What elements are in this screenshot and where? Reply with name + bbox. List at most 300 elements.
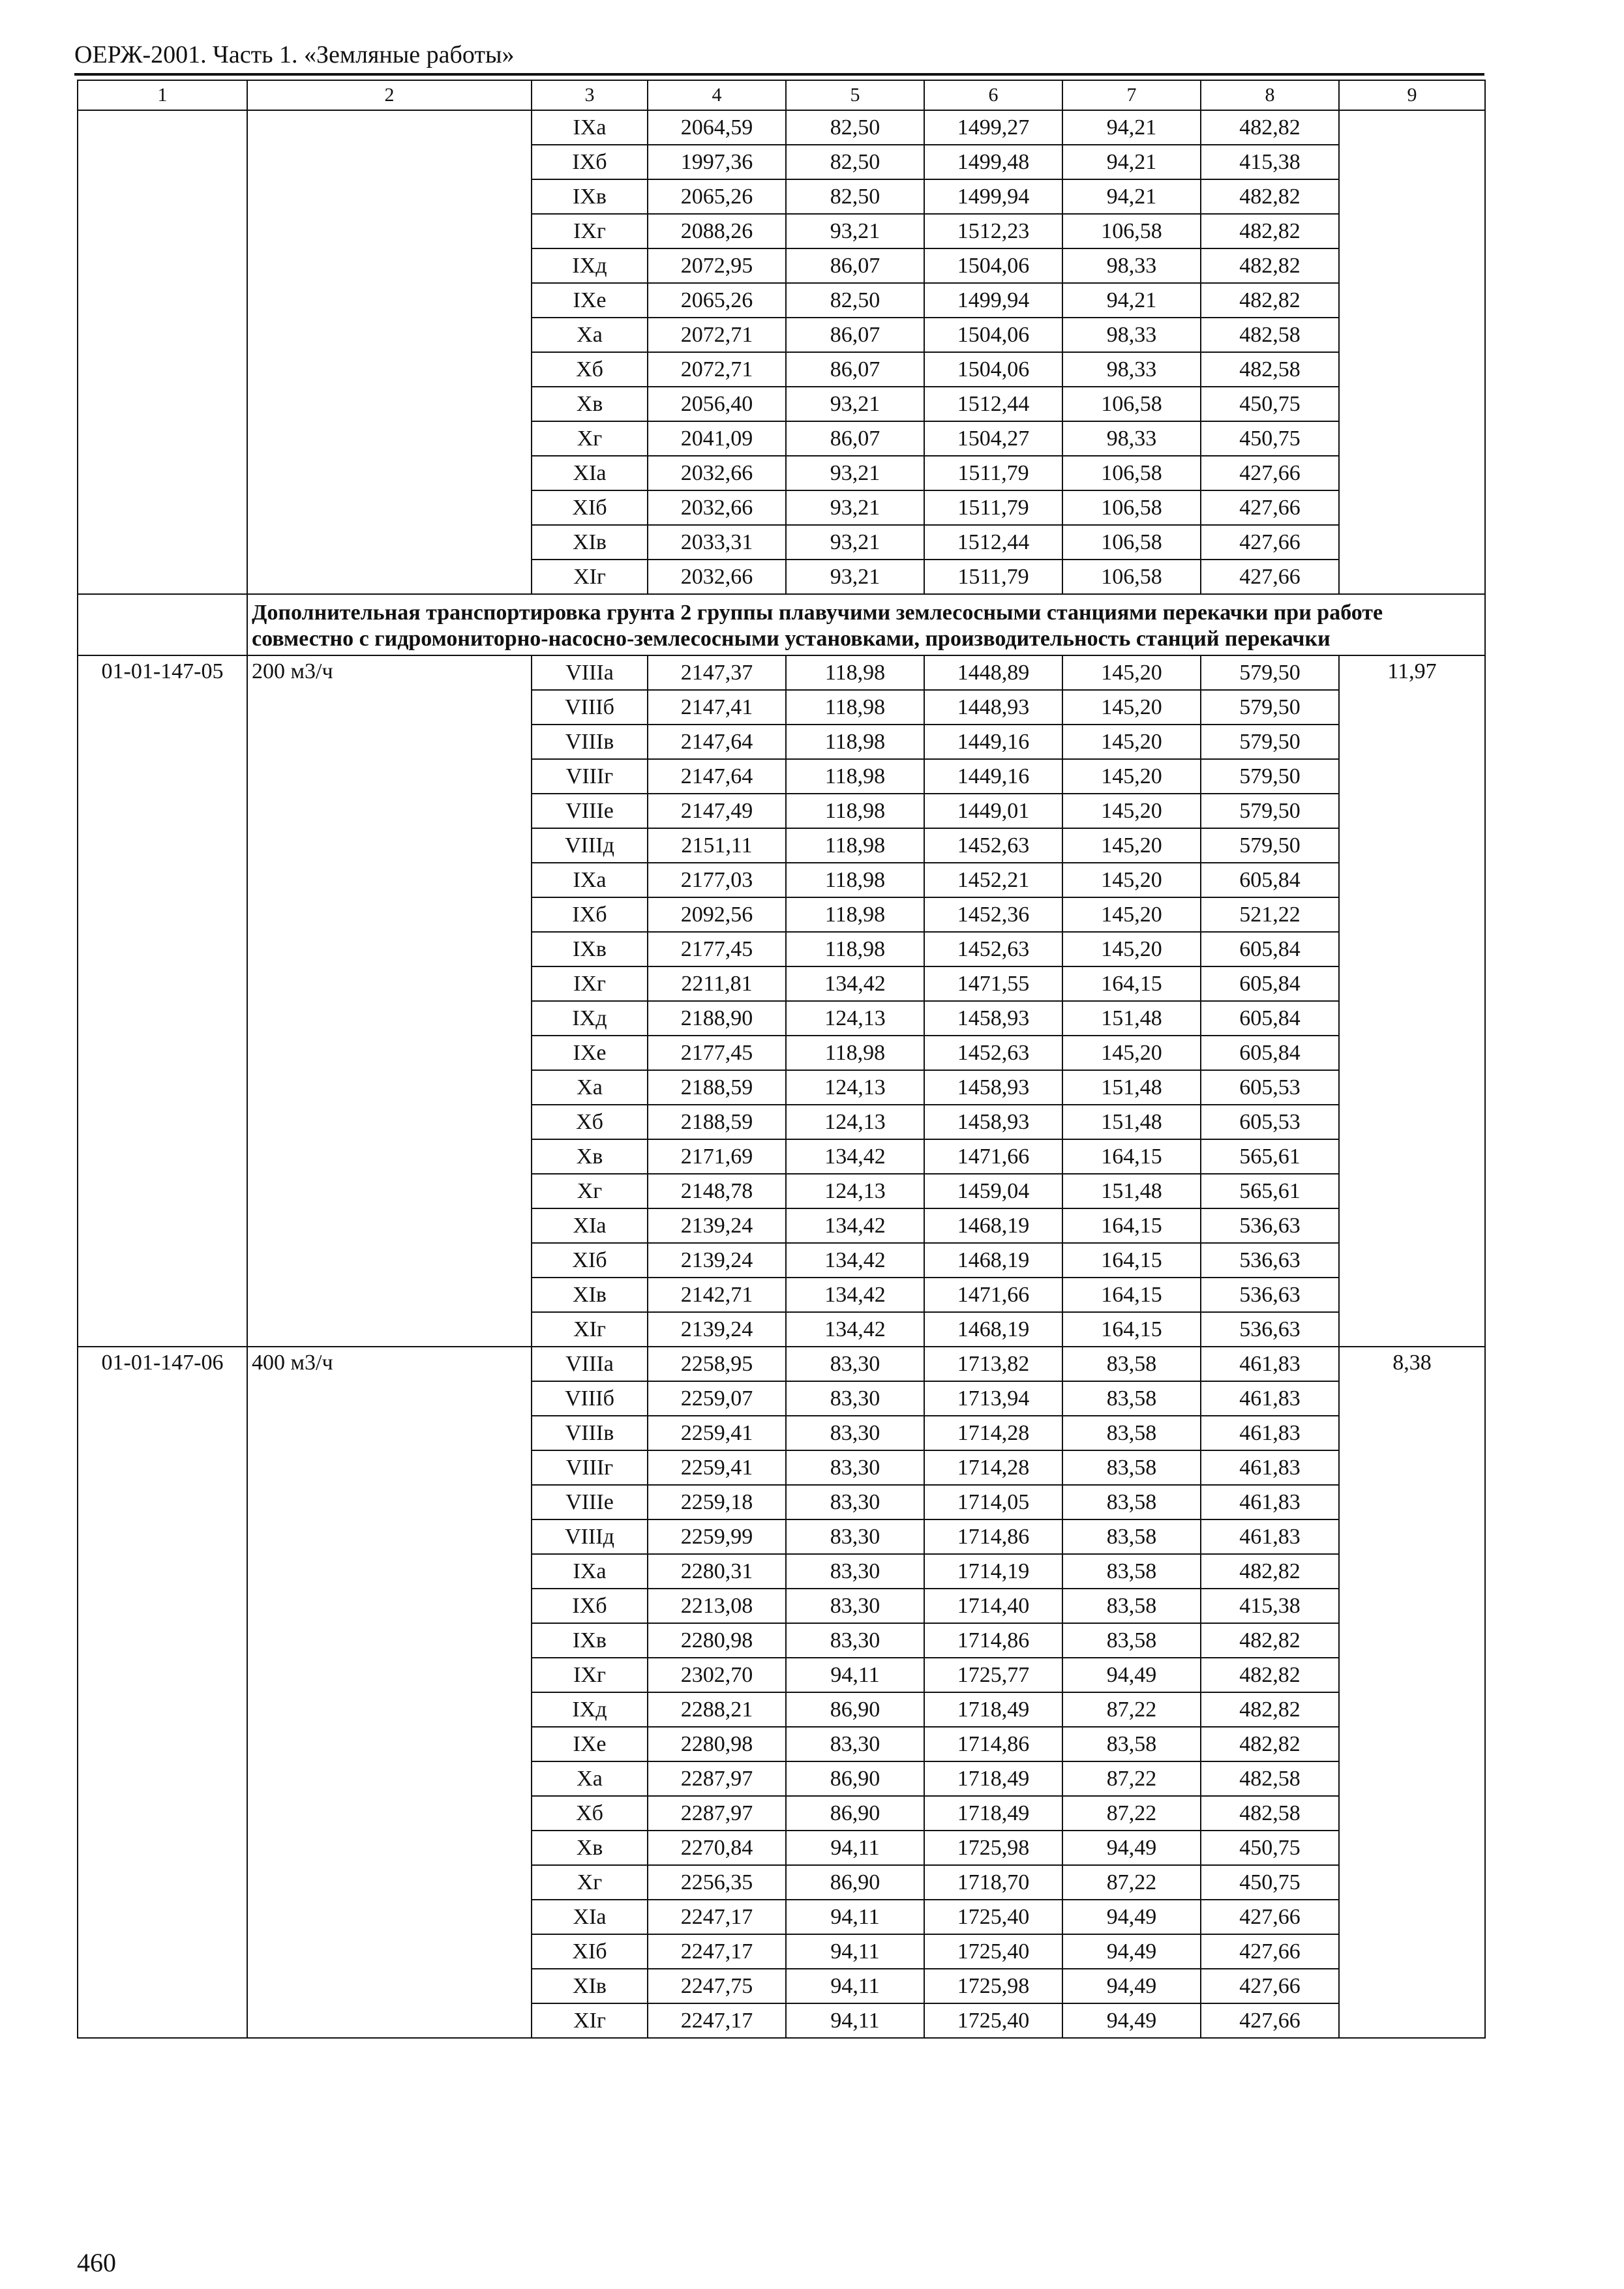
- operator-wages-cell: 151,48: [1062, 1105, 1201, 1139]
- column-number: 2: [247, 80, 532, 110]
- machine-cost-cell: 1449,16: [924, 725, 1062, 759]
- materials-cost-cell: 482,82: [1201, 110, 1339, 145]
- machine-cost-cell: 1452,36: [924, 897, 1062, 932]
- machine-cost-cell: 1504,27: [924, 421, 1062, 456]
- materials-cost-cell: 427,66: [1201, 456, 1339, 490]
- total-cost-cell: 2056,40: [648, 387, 786, 421]
- total-cost-cell: 2142,71: [648, 1278, 786, 1312]
- operator-wages-cell: 164,15: [1062, 1208, 1201, 1243]
- operator-wages-cell: 145,20: [1062, 1036, 1201, 1070]
- soil-category-cell: Xб: [532, 352, 648, 387]
- column-number: 8: [1201, 80, 1339, 110]
- column-number-row: [78, 80, 1485, 110]
- soil-category-cell: XIв: [532, 1969, 648, 2003]
- operator-wages-cell: 151,48: [1062, 1174, 1201, 1208]
- total-cost-cell: 2256,35: [648, 1865, 786, 1900]
- materials-cost-cell: 605,84: [1201, 1036, 1339, 1070]
- total-cost-cell: 2302,70: [648, 1658, 786, 1692]
- total-cost-cell: 2147,37: [648, 655, 786, 690]
- machine-cost-cell: 1449,16: [924, 759, 1062, 794]
- machine-cost-cell: 1499,48: [924, 145, 1062, 179]
- operator-wages-cell: 98,33: [1062, 421, 1201, 456]
- work-name-cell: [247, 110, 532, 594]
- total-cost-cell: 2147,49: [648, 794, 786, 828]
- wages-cell: 94,11: [786, 1831, 924, 1865]
- wages-cell: 83,30: [786, 1416, 924, 1450]
- soil-category-cell: IXе: [532, 283, 648, 318]
- wages-cell: 82,50: [786, 145, 924, 179]
- soil-category-cell: IXб: [532, 897, 648, 932]
- total-cost-cell: 2177,45: [648, 932, 786, 966]
- wages-cell: 134,42: [786, 1243, 924, 1278]
- materials-cost-cell: 482,58: [1201, 318, 1339, 352]
- machine-cost-cell: 1725,98: [924, 1831, 1062, 1865]
- operator-wages-cell: 145,20: [1062, 690, 1201, 725]
- wages-cell: 86,90: [786, 1692, 924, 1727]
- wages-cell: 94,11: [786, 1934, 924, 1969]
- operator-wages-cell: 106,58: [1062, 214, 1201, 248]
- machine-cost-cell: 1449,01: [924, 794, 1062, 828]
- wages-cell: 118,98: [786, 897, 924, 932]
- materials-cost-cell: 461,83: [1201, 1416, 1339, 1450]
- materials-cost-cell: 579,50: [1201, 794, 1339, 828]
- operator-wages-cell: 151,48: [1062, 1070, 1201, 1105]
- operator-wages-cell: 94,21: [1062, 110, 1201, 145]
- soil-category-cell: VIIIб: [532, 690, 648, 725]
- soil-category-cell: XIв: [532, 525, 648, 560]
- wages-cell: 82,50: [786, 283, 924, 318]
- wages-cell: 124,13: [786, 1105, 924, 1139]
- machine-cost-cell: 1718,49: [924, 1692, 1062, 1727]
- materials-cost-cell: 605,84: [1201, 966, 1339, 1001]
- soil-category-cell: IXг: [532, 966, 648, 1001]
- wages-cell: 86,07: [786, 318, 924, 352]
- wages-cell: 86,07: [786, 352, 924, 387]
- soil-category-cell: IXг: [532, 214, 648, 248]
- operator-wages-cell: 145,20: [1062, 725, 1201, 759]
- materials-cost-cell: 427,66: [1201, 525, 1339, 560]
- materials-cost-cell: 605,84: [1201, 1001, 1339, 1036]
- operator-wages-cell: 164,15: [1062, 1139, 1201, 1174]
- total-cost-cell: 2139,24: [648, 1243, 786, 1278]
- soil-category-cell: Xа: [532, 1070, 648, 1105]
- operator-wages-cell: 94,49: [1062, 1658, 1201, 1692]
- soil-category-cell: XIа: [532, 1900, 648, 1934]
- total-cost-cell: 2147,64: [648, 725, 786, 759]
- operator-wages-cell: 164,15: [1062, 1312, 1201, 1347]
- materials-cost-cell: 605,84: [1201, 932, 1339, 966]
- machine-cost-cell: 1725,40: [924, 1934, 1062, 1969]
- materials-cost-cell: 536,63: [1201, 1208, 1339, 1243]
- soil-category-cell: XIг: [532, 1312, 648, 1347]
- soil-category-cell: IXв: [532, 1623, 648, 1658]
- table-row: [78, 1347, 1485, 1381]
- rate-code-cell: 01-01-147-05: [78, 655, 247, 1347]
- materials-cost-cell: 450,75: [1201, 421, 1339, 456]
- wages-cell: 94,11: [786, 2003, 924, 2038]
- wages-cell: 134,42: [786, 1278, 924, 1312]
- total-cost-cell: 2032,66: [648, 490, 786, 525]
- materials-cost-cell: 450,75: [1201, 387, 1339, 421]
- soil-category-cell: VIIIе: [532, 1485, 648, 1519]
- total-cost-cell: 2072,71: [648, 318, 786, 352]
- operator-wages-cell: 145,20: [1062, 794, 1201, 828]
- wages-cell: 118,98: [786, 863, 924, 897]
- wages-cell: 83,30: [786, 1554, 924, 1589]
- wages-cell: 134,42: [786, 1208, 924, 1243]
- soil-category-cell: IXа: [532, 863, 648, 897]
- materials-cost-cell: 482,82: [1201, 1692, 1339, 1727]
- operator-wages-cell: 83,58: [1062, 1485, 1201, 1519]
- operator-wages-cell: 94,49: [1062, 1831, 1201, 1865]
- work-name-cell: 200 м3/ч: [247, 655, 532, 1347]
- operator-wages-cell: 98,33: [1062, 248, 1201, 283]
- wages-cell: 93,21: [786, 456, 924, 490]
- column-number: 6: [924, 80, 1062, 110]
- soil-category-cell: XIб: [532, 1934, 648, 1969]
- total-cost-cell: 2064,59: [648, 110, 786, 145]
- total-cost-cell: 2188,90: [648, 1001, 786, 1036]
- wages-cell: 83,30: [786, 1589, 924, 1623]
- operator-wages-cell: 83,58: [1062, 1347, 1201, 1381]
- total-cost-cell: 2171,69: [648, 1139, 786, 1174]
- machine-cost-cell: 1504,06: [924, 318, 1062, 352]
- column-number: 7: [1062, 80, 1201, 110]
- table-body: [78, 80, 1485, 2038]
- total-cost-cell: 2147,41: [648, 690, 786, 725]
- wages-cell: 86,90: [786, 1865, 924, 1900]
- total-cost-cell: 2032,66: [648, 456, 786, 490]
- soil-category-cell: Xа: [532, 318, 648, 352]
- machine-cost-cell: 1499,94: [924, 283, 1062, 318]
- total-cost-cell: 2288,21: [648, 1692, 786, 1727]
- operator-wages-cell: 83,58: [1062, 1519, 1201, 1554]
- operator-wages-cell: 106,58: [1062, 525, 1201, 560]
- wages-cell: 86,90: [786, 1761, 924, 1796]
- page-header-title: ОЕРЖ-2001. Часть 1. «Земляные работы»: [74, 41, 515, 68]
- soil-category-cell: VIIIд: [532, 1519, 648, 1554]
- operator-wages-cell: 94,49: [1062, 2003, 1201, 2038]
- operator-wages-cell: 83,58: [1062, 1450, 1201, 1485]
- total-cost-cell: 2259,41: [648, 1450, 786, 1485]
- wages-cell: 118,98: [786, 759, 924, 794]
- work-name-cell: 400 м3/ч: [247, 1347, 532, 2038]
- table-row: [78, 655, 1485, 690]
- machine-cost-cell: 1718,49: [924, 1761, 1062, 1796]
- wages-cell: 118,98: [786, 828, 924, 863]
- column-number: 5: [786, 80, 924, 110]
- soil-category-cell: Xб: [532, 1796, 648, 1831]
- wages-cell: 134,42: [786, 966, 924, 1001]
- machine-cost-cell: 1452,63: [924, 932, 1062, 966]
- soil-category-cell: VIIIд: [532, 828, 648, 863]
- column-number: 3: [532, 80, 648, 110]
- operator-wages-cell: 94,21: [1062, 145, 1201, 179]
- operator-wages-cell: 164,15: [1062, 966, 1201, 1001]
- column-number: 1: [78, 80, 247, 110]
- materials-cost-cell: 482,58: [1201, 1761, 1339, 1796]
- coefficient-cell: 11,97: [1339, 655, 1485, 1347]
- wages-cell: 124,13: [786, 1070, 924, 1105]
- total-cost-cell: 2139,24: [648, 1208, 786, 1243]
- materials-cost-cell: 482,82: [1201, 1554, 1339, 1589]
- wages-cell: 86,07: [786, 248, 924, 283]
- operator-wages-cell: 87,22: [1062, 1692, 1201, 1727]
- soil-category-cell: Xг: [532, 1174, 648, 1208]
- total-cost-cell: 2259,99: [648, 1519, 786, 1554]
- soil-category-cell: IXе: [532, 1036, 648, 1070]
- wages-cell: 93,21: [786, 214, 924, 248]
- soil-category-cell: VIIIе: [532, 794, 648, 828]
- operator-wages-cell: 106,58: [1062, 560, 1201, 594]
- section-title: Дополнительная транспортировка грунта 2 группы плавучими землесосными станциями перекачки при работе совместно с гидромониторно-насосно-землесосными установками, производительность станций перекачки: [247, 594, 1485, 655]
- wages-cell: 94,11: [786, 1658, 924, 1692]
- machine-cost-cell: 1468,19: [924, 1208, 1062, 1243]
- section-spacer-cell: [78, 594, 247, 655]
- machine-cost-cell: 1725,77: [924, 1658, 1062, 1692]
- materials-cost-cell: 461,83: [1201, 1485, 1339, 1519]
- materials-cost-cell: 579,50: [1201, 725, 1339, 759]
- operator-wages-cell: 145,20: [1062, 655, 1201, 690]
- soil-category-cell: IXв: [532, 179, 648, 214]
- operator-wages-cell: 164,15: [1062, 1278, 1201, 1312]
- total-cost-cell: 2280,31: [648, 1554, 786, 1589]
- soil-category-cell: IXб: [532, 1589, 648, 1623]
- materials-cost-cell: 482,82: [1201, 248, 1339, 283]
- operator-wages-cell: 83,58: [1062, 1727, 1201, 1761]
- soil-category-cell: XIа: [532, 1208, 648, 1243]
- soil-category-cell: XIб: [532, 1243, 648, 1278]
- operator-wages-cell: 98,33: [1062, 352, 1201, 387]
- wages-cell: 124,13: [786, 1001, 924, 1036]
- materials-cost-cell: 521,22: [1201, 897, 1339, 932]
- machine-cost-cell: 1458,93: [924, 1070, 1062, 1105]
- wages-cell: 83,30: [786, 1727, 924, 1761]
- machine-cost-cell: 1714,86: [924, 1727, 1062, 1761]
- soil-category-cell: XIг: [532, 2003, 648, 2038]
- machine-cost-cell: 1714,86: [924, 1519, 1062, 1554]
- total-cost-cell: 2213,08: [648, 1589, 786, 1623]
- soil-category-cell: VIIIа: [532, 1347, 648, 1381]
- total-cost-cell: 2092,56: [648, 897, 786, 932]
- machine-cost-cell: 1499,27: [924, 110, 1062, 145]
- machine-cost-cell: 1471,55: [924, 966, 1062, 1001]
- materials-cost-cell: 482,82: [1201, 179, 1339, 214]
- soil-category-cell: IXд: [532, 1001, 648, 1036]
- operator-wages-cell: 145,20: [1062, 863, 1201, 897]
- materials-cost-cell: 579,50: [1201, 828, 1339, 863]
- total-cost-cell: 2247,75: [648, 1969, 786, 2003]
- materials-cost-cell: 461,83: [1201, 1381, 1339, 1416]
- total-cost-cell: 2088,26: [648, 214, 786, 248]
- machine-cost-cell: 1511,79: [924, 560, 1062, 594]
- soil-category-cell: IXб: [532, 145, 648, 179]
- total-cost-cell: 2211,81: [648, 966, 786, 1001]
- machine-cost-cell: 1718,49: [924, 1796, 1062, 1831]
- materials-cost-cell: 579,50: [1201, 759, 1339, 794]
- total-cost-cell: 2259,41: [648, 1416, 786, 1450]
- machine-cost-cell: 1504,06: [924, 352, 1062, 387]
- machine-cost-cell: 1512,44: [924, 387, 1062, 421]
- materials-cost-cell: 536,63: [1201, 1243, 1339, 1278]
- materials-cost-cell: 415,38: [1201, 1589, 1339, 1623]
- total-cost-cell: 2287,97: [648, 1796, 786, 1831]
- materials-cost-cell: 482,82: [1201, 1727, 1339, 1761]
- total-cost-cell: 2147,64: [648, 759, 786, 794]
- materials-cost-cell: 482,58: [1201, 1796, 1339, 1831]
- wages-cell: 118,98: [786, 655, 924, 690]
- materials-cost-cell: 482,58: [1201, 352, 1339, 387]
- materials-cost-cell: 427,66: [1201, 1934, 1339, 1969]
- soil-category-cell: IXа: [532, 110, 648, 145]
- wages-cell: 118,98: [786, 690, 924, 725]
- materials-cost-cell: 461,83: [1201, 1347, 1339, 1381]
- materials-cost-cell: 427,66: [1201, 490, 1339, 525]
- total-cost-cell: 2247,17: [648, 1934, 786, 1969]
- machine-cost-cell: 1448,89: [924, 655, 1062, 690]
- soil-category-cell: XIб: [532, 490, 648, 525]
- materials-cost-cell: 565,61: [1201, 1139, 1339, 1174]
- machine-cost-cell: 1725,98: [924, 1969, 1062, 2003]
- operator-wages-cell: 94,21: [1062, 179, 1201, 214]
- soil-category-cell: Xг: [532, 421, 648, 456]
- soil-category-cell: VIIIг: [532, 1450, 648, 1485]
- wages-cell: 94,11: [786, 1900, 924, 1934]
- operator-wages-cell: 83,58: [1062, 1381, 1201, 1416]
- machine-cost-cell: 1713,94: [924, 1381, 1062, 1416]
- wages-cell: 94,11: [786, 1969, 924, 2003]
- wages-cell: 118,98: [786, 725, 924, 759]
- header-divider: [74, 73, 1484, 76]
- machine-cost-cell: 1471,66: [924, 1278, 1062, 1312]
- total-cost-cell: 2188,59: [648, 1105, 786, 1139]
- operator-wages-cell: 94,49: [1062, 1900, 1201, 1934]
- machine-cost-cell: 1714,19: [924, 1554, 1062, 1589]
- total-cost-cell: 2258,95: [648, 1347, 786, 1381]
- soil-category-cell: VIIIа: [532, 655, 648, 690]
- machine-cost-cell: 1511,79: [924, 490, 1062, 525]
- total-cost-cell: 1997,36: [648, 145, 786, 179]
- operator-wages-cell: 145,20: [1062, 759, 1201, 794]
- operator-wages-cell: 106,58: [1062, 456, 1201, 490]
- total-cost-cell: 2139,24: [648, 1312, 786, 1347]
- materials-cost-cell: 565,61: [1201, 1174, 1339, 1208]
- soil-category-cell: IXв: [532, 932, 648, 966]
- machine-cost-cell: 1512,23: [924, 214, 1062, 248]
- column-number: 9: [1339, 80, 1485, 110]
- section-header-row: [78, 594, 1485, 655]
- rate-code-cell: 01-01-147-06: [78, 1347, 247, 2038]
- total-cost-cell: 2270,84: [648, 1831, 786, 1865]
- operator-wages-cell: 164,15: [1062, 1243, 1201, 1278]
- page-number: 460: [77, 2248, 116, 2277]
- operator-wages-cell: 83,58: [1062, 1554, 1201, 1589]
- total-cost-cell: 2151,11: [648, 828, 786, 863]
- materials-cost-cell: 461,83: [1201, 1450, 1339, 1485]
- wages-cell: 124,13: [786, 1174, 924, 1208]
- materials-cost-cell: 415,38: [1201, 145, 1339, 179]
- wages-cell: 86,90: [786, 1796, 924, 1831]
- total-cost-cell: 2065,26: [648, 179, 786, 214]
- total-cost-cell: 2041,09: [648, 421, 786, 456]
- wages-cell: 118,98: [786, 1036, 924, 1070]
- total-cost-cell: 2188,59: [648, 1070, 786, 1105]
- operator-wages-cell: 98,33: [1062, 318, 1201, 352]
- rates-table: [77, 80, 1486, 2039]
- materials-cost-cell: 605,53: [1201, 1070, 1339, 1105]
- machine-cost-cell: 1468,19: [924, 1312, 1062, 1347]
- materials-cost-cell: 482,82: [1201, 214, 1339, 248]
- total-cost-cell: 2148,78: [648, 1174, 786, 1208]
- machine-cost-cell: 1725,40: [924, 2003, 1062, 2038]
- materials-cost-cell: 482,82: [1201, 1658, 1339, 1692]
- operator-wages-cell: 83,58: [1062, 1623, 1201, 1658]
- operator-wages-cell: 83,58: [1062, 1416, 1201, 1450]
- total-cost-cell: 2033,31: [648, 525, 786, 560]
- wages-cell: 134,42: [786, 1139, 924, 1174]
- soil-category-cell: Xв: [532, 1139, 648, 1174]
- wages-cell: 93,21: [786, 387, 924, 421]
- total-cost-cell: 2065,26: [648, 283, 786, 318]
- total-cost-cell: 2259,07: [648, 1381, 786, 1416]
- soil-category-cell: IXд: [532, 1692, 648, 1727]
- materials-cost-cell: 482,82: [1201, 1623, 1339, 1658]
- operator-wages-cell: 145,20: [1062, 897, 1201, 932]
- wages-cell: 134,42: [786, 1312, 924, 1347]
- operator-wages-cell: 83,58: [1062, 1589, 1201, 1623]
- total-cost-cell: 2032,66: [648, 560, 786, 594]
- soil-category-cell: XIг: [532, 560, 648, 594]
- soil-category-cell: IXа: [532, 1554, 648, 1589]
- total-cost-cell: 2280,98: [648, 1727, 786, 1761]
- machine-cost-cell: 1452,63: [924, 1036, 1062, 1070]
- rate-code-cell: [78, 110, 247, 594]
- soil-category-cell: Xб: [532, 1105, 648, 1139]
- wages-cell: 118,98: [786, 794, 924, 828]
- machine-cost-cell: 1714,40: [924, 1589, 1062, 1623]
- operator-wages-cell: 87,22: [1062, 1796, 1201, 1831]
- operator-wages-cell: 106,58: [1062, 387, 1201, 421]
- machine-cost-cell: 1452,63: [924, 828, 1062, 863]
- total-cost-cell: 2259,18: [648, 1485, 786, 1519]
- materials-cost-cell: 427,66: [1201, 560, 1339, 594]
- wages-cell: 82,50: [786, 179, 924, 214]
- soil-category-cell: VIIIб: [532, 1381, 648, 1416]
- soil-category-cell: Xв: [532, 1831, 648, 1865]
- materials-cost-cell: 427,66: [1201, 1969, 1339, 2003]
- machine-cost-cell: 1459,04: [924, 1174, 1062, 1208]
- operator-wages-cell: 94,21: [1062, 283, 1201, 318]
- soil-category-cell: Xа: [532, 1761, 648, 1796]
- total-cost-cell: 2280,98: [648, 1623, 786, 1658]
- materials-cost-cell: 536,63: [1201, 1312, 1339, 1347]
- wages-cell: 93,21: [786, 490, 924, 525]
- materials-cost-cell: 579,50: [1201, 690, 1339, 725]
- table-row: [78, 110, 1485, 145]
- operator-wages-cell: 145,20: [1062, 828, 1201, 863]
- materials-cost-cell: 450,75: [1201, 1865, 1339, 1900]
- operator-wages-cell: 106,58: [1062, 490, 1201, 525]
- coefficient-cell: [1339, 110, 1485, 594]
- soil-category-cell: VIIIв: [532, 1416, 648, 1450]
- machine-cost-cell: 1504,06: [924, 248, 1062, 283]
- operator-wages-cell: 94,49: [1062, 1934, 1201, 1969]
- soil-category-cell: VIIIв: [532, 725, 648, 759]
- soil-category-cell: IXе: [532, 1727, 648, 1761]
- wages-cell: 83,30: [786, 1347, 924, 1381]
- materials-cost-cell: 450,75: [1201, 1831, 1339, 1865]
- coefficient-cell: 8,38: [1339, 1347, 1485, 2038]
